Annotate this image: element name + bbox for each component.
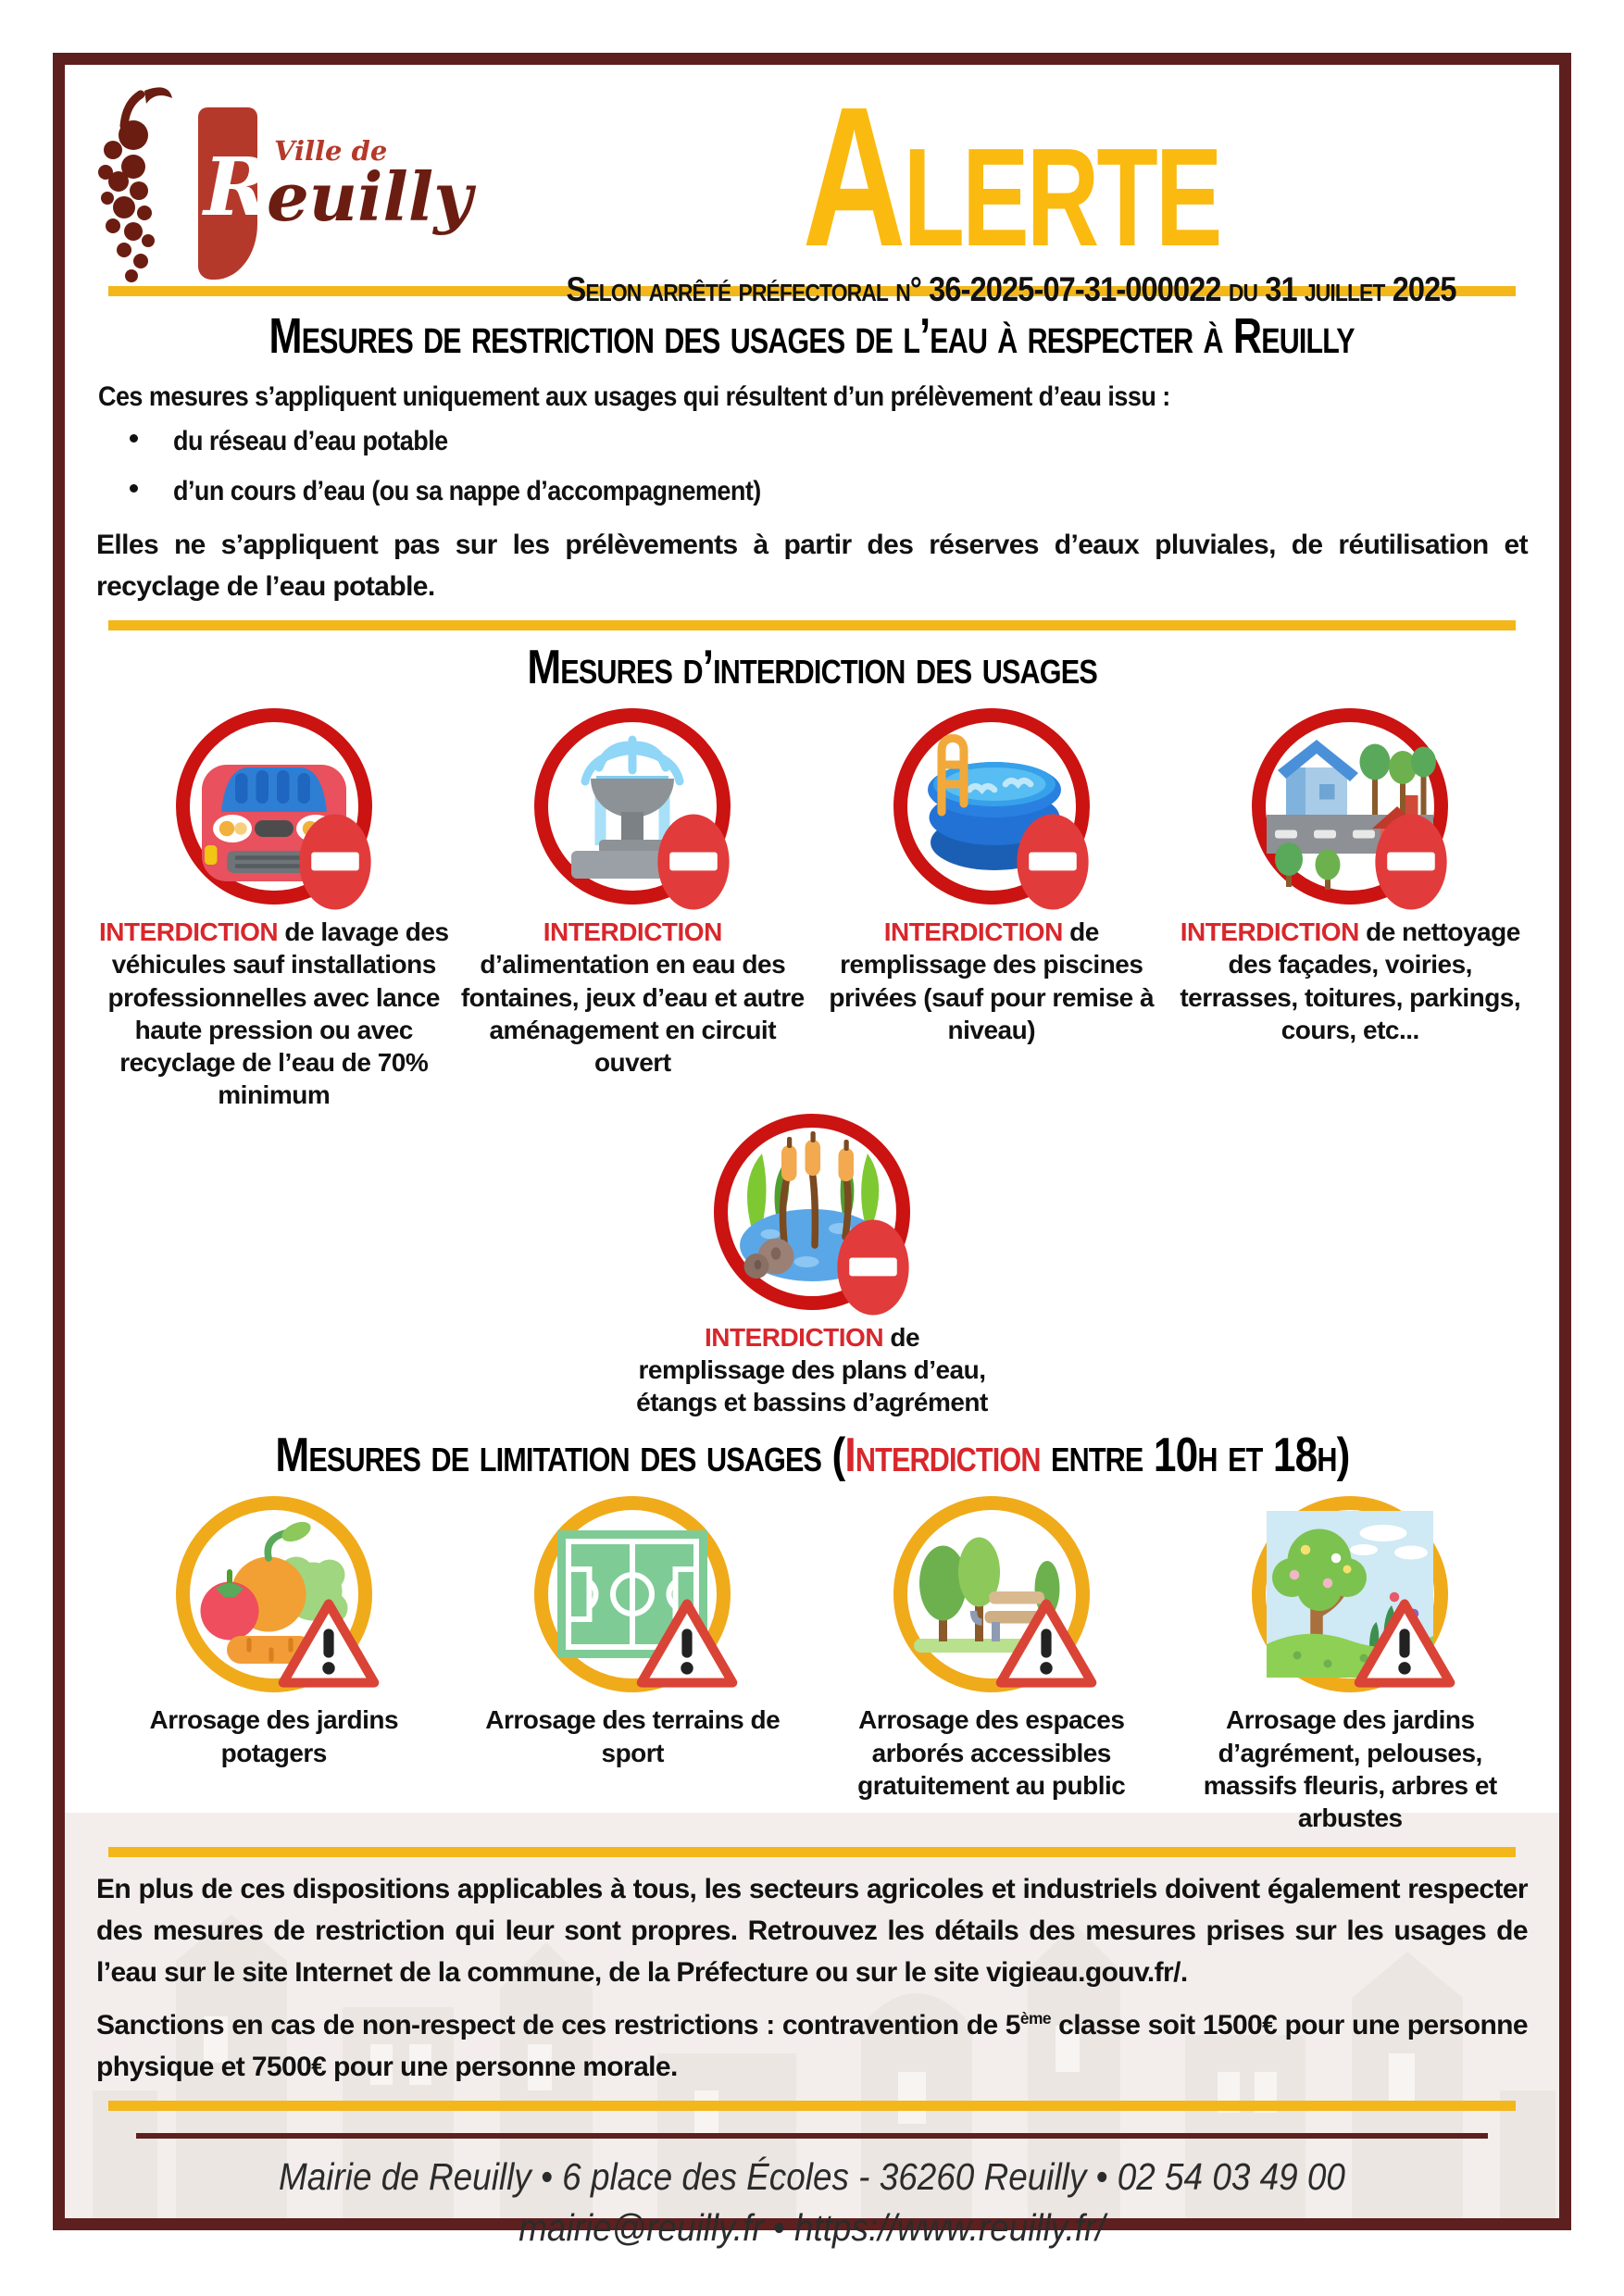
subtitle-wrap (487, 270, 1535, 309)
interdiction-label: INTERDICTION (543, 917, 722, 946)
bullet-text: d’un cours d’eau (ou sa nappe d’accompagnement) (173, 476, 761, 506)
logo-name: euilly (267, 157, 473, 236)
alert-title: Alerte (802, 65, 1220, 288)
sanctions-sup: ème (1019, 2009, 1051, 2028)
bullet-text: du réseau d’eau potable (173, 426, 448, 456)
no-entry-badge-icon (1373, 811, 1449, 913)
maroon-rule (136, 2133, 1488, 2139)
limitation-caption (456, 1703, 809, 1769)
contact-line-2-wrap (89, 2202, 1535, 2252)
limitation-caption (815, 1703, 1168, 1802)
red-ring (534, 708, 731, 905)
contact-block (89, 2152, 1535, 2252)
bullet-dot (130, 434, 138, 443)
sanctions-text-2: classe soit 1500€ pour une personne physique et 7500€ pour une personne morale. (96, 2010, 1528, 2083)
limitation-heading-red: Interdiction (844, 1429, 1041, 1483)
header (89, 65, 1535, 308)
limitation-icons-row (89, 1496, 1535, 1834)
limitation-item-sport (454, 1496, 813, 1834)
logo-initial: R (204, 141, 270, 234)
interdiction-label: INTERDICTION (98, 917, 279, 946)
bullet-item-1 (130, 426, 1535, 463)
contact-line-1-wrap (89, 2152, 1535, 2202)
prefectoral-subtitle: Selon arrêté préfectoral n° 36-2025-07-31-000022 du 31 juillet 2025 (566, 269, 1456, 308)
interdiction-caption (1173, 916, 1527, 1046)
intro-text: Ces mesures s’appliquent uniquement aux usages qui résultent d’un prélèvement d’eau issu : (98, 381, 1170, 412)
interdiction-item-pool (812, 708, 1171, 1112)
gold-ring (1252, 1496, 1448, 1692)
grapes-logo-icon (91, 78, 202, 286)
limitation-item-potager (94, 1496, 454, 1834)
limitation-heading-part1: Mesures de limitation des usages ( (274, 1429, 845, 1483)
gold-rule-4 (108, 2101, 1516, 2111)
warning-badge-icon (635, 1595, 739, 1691)
interdiction-caption (97, 916, 451, 1112)
limitation-item-parc (812, 1496, 1171, 1834)
interdiction-caption (815, 916, 1168, 1046)
warning-badge-icon (1353, 1595, 1456, 1691)
no-entry-badge-icon (1015, 811, 1091, 913)
contact-web: mairie@reuilly.fr • https://www.reuilly.fr/ (518, 2205, 1106, 2249)
caption-text: Arrosage des espaces arborés accessibles gratuitement au public (857, 1705, 1126, 1800)
red-ring (893, 708, 1090, 905)
gold-ring (176, 1496, 372, 1692)
limitation-heading (275, 1428, 1349, 1483)
alert-title-wrap (487, 65, 1535, 288)
intro-paragraph (98, 381, 1535, 413)
interdiction-caption (635, 1321, 989, 1419)
caption-text: de nettoyage des façades, voiries, terrasses, toitures, parkings, cours, etc... (1180, 917, 1521, 1044)
gold-rule-2 (108, 620, 1516, 630)
no-entry-badge-icon (297, 811, 373, 913)
interdiction-item-pond (89, 1114, 1535, 1419)
limitation-caption (97, 1703, 451, 1769)
interdiction-item-car (94, 708, 454, 1112)
gold-rule-3 (108, 1847, 1516, 1857)
red-ring (714, 1114, 910, 1310)
poster-frame (53, 53, 1571, 2249)
sectors-paragraph: En plus de ces dispositions applicables à tous, les secteurs agricoles et industriels doivent également respecter des mesures de restriction qui leur sont propres. Retrouvez les détails des mesures prises sur les usages de l’eau sur le site Internet de la commune, de la Préfecture ou sur le site vigieau.gouv.fr/. (96, 1874, 1528, 1989)
caption-text: de remplissage des plans d’eau, étangs et bassins d’agrément (636, 1322, 988, 1417)
title-block (487, 65, 1535, 309)
sanctions-paragraph (96, 2004, 1528, 2088)
logo-ville-de: Ville de (274, 135, 388, 167)
gold-ring (534, 1496, 731, 1692)
gold-ring (893, 1496, 1090, 1692)
caption-text: Arrosage des jardins potagers (149, 1705, 399, 1767)
interdiction-label: INTERDICTION (883, 917, 1063, 946)
interdiction-icons-row (89, 708, 1535, 1112)
caption-text: de remplissage des piscines privées (sauf pour remise à niveau) (829, 917, 1155, 1044)
interdiction-heading-wrap (89, 640, 1535, 695)
contact-address: Mairie de Reuilly • 6 place des Écoles - 36260 Reuilly • 02 54 03 49 00 (279, 2155, 1345, 2199)
warning-badge-icon (994, 1595, 1098, 1691)
limitation-item-jardin (1171, 1496, 1530, 1834)
caption-text: de lavage des véhicules sauf installations professionnelles avec lance haute pression ou avec recyclage de l’eau de 70% minimum (107, 917, 449, 1110)
poster-content (65, 65, 1559, 2249)
red-ring (1252, 708, 1448, 905)
bullet-dot (130, 484, 138, 493)
reuilly-logo (89, 83, 487, 273)
main-heading: Mesures de restriction des usages de l’eau à respecter à Reuilly (269, 308, 1355, 364)
no-entry-badge-icon (835, 1217, 911, 1318)
interdiction-item-fountain (454, 708, 813, 1112)
interdiction-label: INTERDICTION (704, 1322, 884, 1352)
interdiction-caption (456, 916, 809, 1079)
exception-paragraph: Elles ne s’appliquent pas sur les prélèvements à partir des réserves d’eaux pluviales, de réutilisation et recyclage de l’eau potable. (96, 530, 1528, 602)
interdiction-item-street (1171, 708, 1530, 1112)
interdiction-heading: Mesures d’interdiction des usages (527, 641, 1097, 694)
caption-text: Arrosage des jardins d’agrément, pelouses, massifs fleuris, arbres et arbustes (1203, 1705, 1497, 1833)
red-ring (176, 708, 372, 905)
bullet-item-2 (130, 476, 1535, 513)
caption-text: d’alimentation en eau des fontaines, jeux d’eau et autre aménagement en circuit ouvert (460, 950, 805, 1078)
caption-text: Arrosage des terrains de sport (485, 1705, 781, 1767)
sanctions-text: Sanctions en cas de non-respect de ces restrictions : contravention de 5 (96, 2010, 1020, 2041)
limitation-caption (1173, 1703, 1527, 1834)
main-heading-wrap (89, 307, 1535, 365)
interdiction-label: INTERDICTION (1180, 917, 1359, 946)
warning-badge-icon (277, 1595, 381, 1691)
limitation-heading-wrap (89, 1428, 1535, 1483)
limitation-heading-part2: entre 10h et 18h) (1040, 1429, 1350, 1483)
no-entry-badge-icon (656, 811, 731, 913)
